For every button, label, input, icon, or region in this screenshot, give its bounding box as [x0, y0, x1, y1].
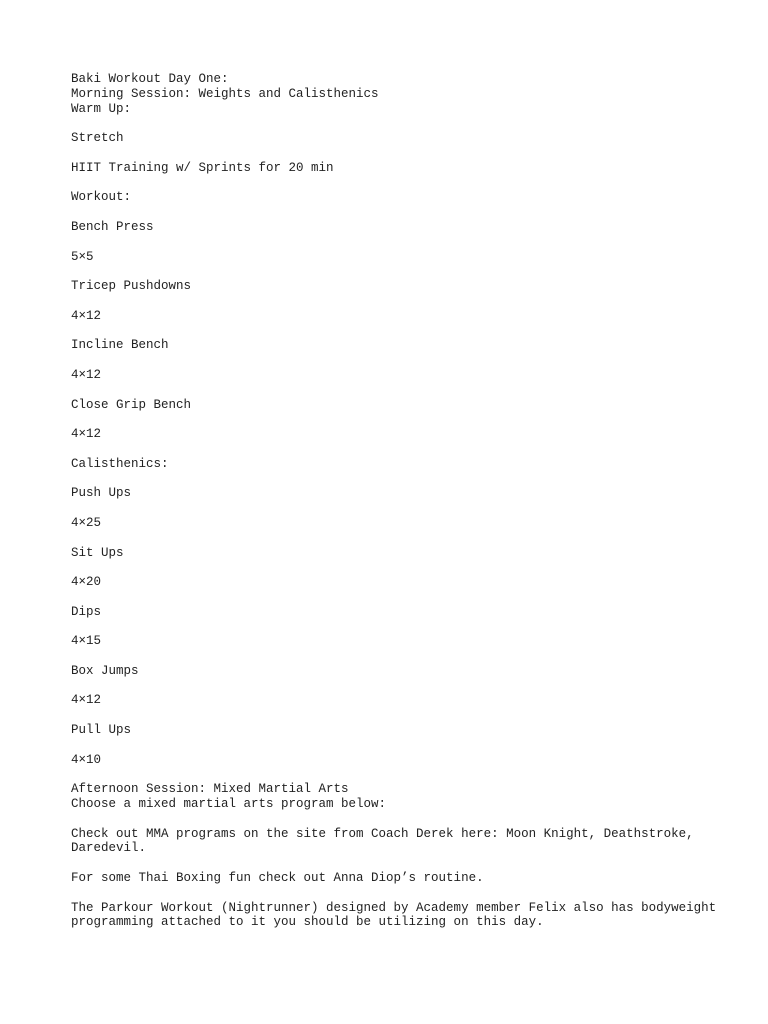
exercise-sets: 4×12	[71, 367, 102, 382]
calisthenics-heading: Calisthenics:	[71, 456, 169, 471]
exercise-name: Box Jumps	[71, 663, 139, 678]
exercise-sets: 4×20	[71, 575, 102, 590]
exercise-sets: 4×25	[71, 515, 102, 530]
exercise-name: Dips	[71, 604, 102, 619]
afternoon-intro: Choose a mixed martial arts program below:	[71, 797, 387, 812]
exercise-name: Close Grip Bench	[71, 397, 192, 412]
warmup-item: HIIT Training w/ Sprints for 20 min	[71, 160, 334, 175]
warmup-item: Stretch	[71, 131, 124, 146]
header-block	[71, 72, 731, 116]
exercise-name: Bench Press	[71, 219, 154, 234]
exercise-name: Tricep Pushdowns	[71, 279, 192, 294]
warmup-heading: Warm Up:	[71, 101, 132, 116]
thai-boxing-paragraph: For some Thai Boxing fun check out Anna Diop’s routine.	[71, 871, 484, 886]
exercise-name: Push Ups	[71, 486, 132, 501]
document-title: Baki Workout Day One:	[71, 72, 229, 86]
exercise-sets: 4×10	[71, 752, 102, 767]
exercise-sets: 4×12	[71, 427, 102, 442]
document-page	[71, 72, 731, 945]
afternoon-block	[71, 782, 731, 812]
exercise-name: Incline Bench	[71, 338, 169, 353]
morning-session-heading: Morning Session: Weights and Calisthenics	[71, 86, 379, 101]
workout-heading: Workout:	[71, 190, 132, 205]
exercise-name: Pull Ups	[71, 723, 132, 738]
exercise-sets: 4×15	[71, 634, 102, 649]
exercise-sets: 4×12	[71, 308, 102, 323]
mma-programs-paragraph: Check out MMA programs on the site from Coach Derek here: Moon Knight, Deathstroke, Daredevil.	[71, 826, 702, 856]
exercise-sets: 5×5	[71, 249, 94, 264]
parkour-paragraph: The Parkour Workout (Nightrunner) designed by Academy member Felix also has bodyweight programming attached to it you should be utilizing on this day.	[71, 900, 724, 930]
exercise-name: Sit Ups	[71, 545, 124, 560]
exercise-sets: 4×12	[71, 693, 102, 708]
afternoon-session-heading: Afternoon Session: Mixed Martial Arts	[71, 782, 349, 797]
